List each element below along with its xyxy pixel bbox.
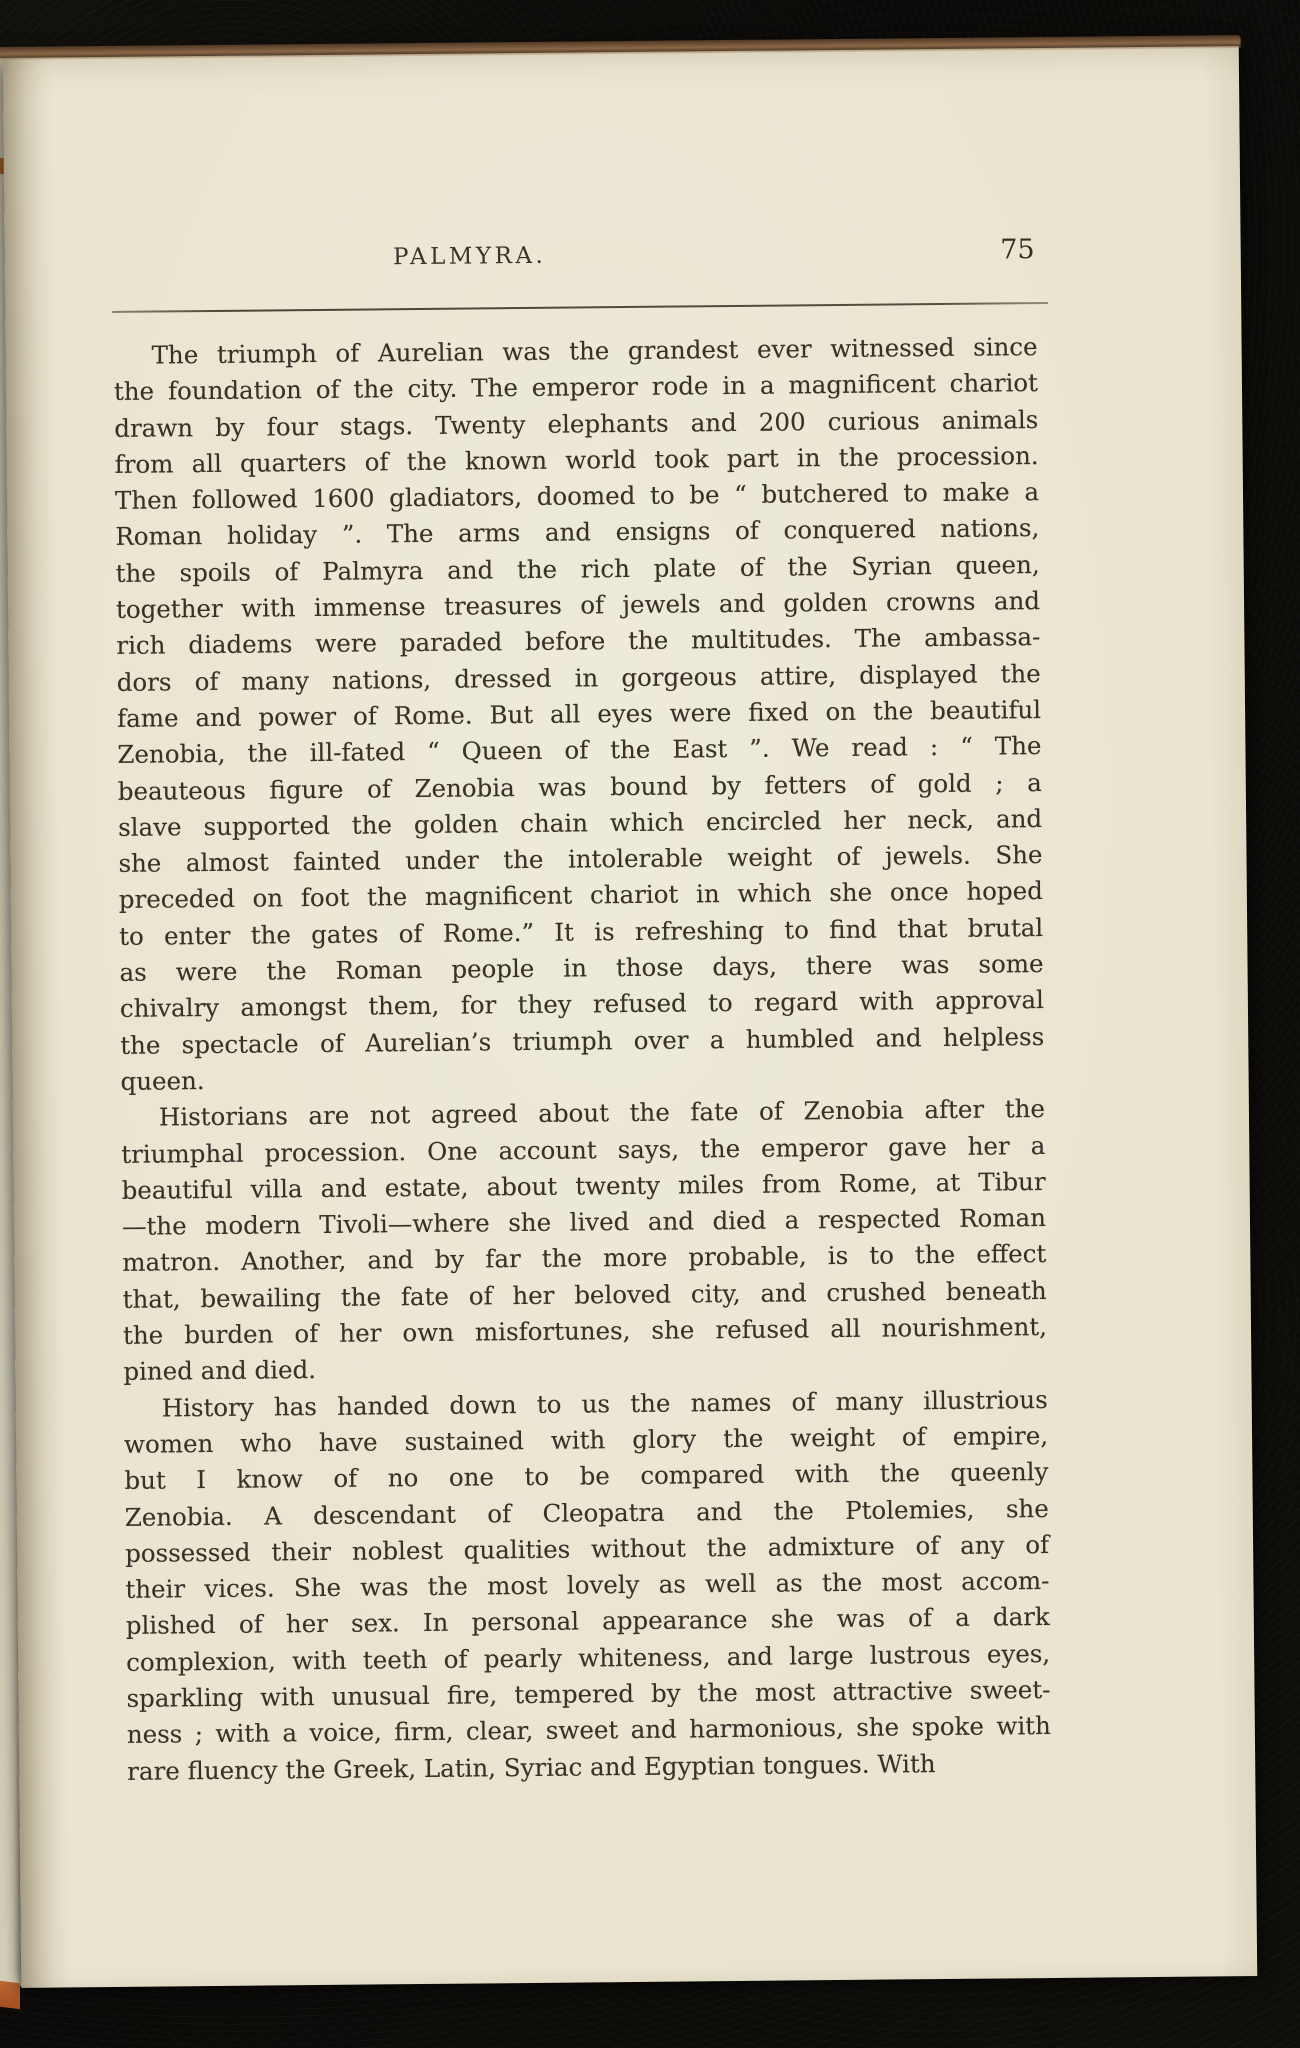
text-line: that, bewailing the fate of her beloved city, and crushed beneath	[122, 1275, 1047, 1314]
text-line: Zenobia, the ill-fated “ Queen of the East ”. We read : “ The	[117, 731, 1042, 770]
text-line: from all quarters of the known world took part in the procession.	[114, 440, 1039, 479]
text-line: pined and died.	[123, 1355, 317, 1387]
text-line: sparkling with unusual fire, tempered by the most attractive sweet-	[126, 1674, 1051, 1713]
text-line: as were the Roman people in those days, there was some	[119, 949, 1044, 987]
page-number: 75	[1000, 234, 1035, 266]
text-line: queen.	[120, 1066, 205, 1096]
text-line: to enter the gates of Rome.” It is refreshing to find that brutal	[119, 912, 1044, 951]
running-header-title: PALMYRA.	[392, 242, 547, 271]
text-line: preceded on foot the magnificent chariot in which she once hoped	[118, 876, 1043, 915]
book-page	[3, 46, 1257, 1988]
text-line: plished of her sex. In personal appearance she was of a dark	[125, 1602, 1050, 1641]
text-line: drawn by four stags. Twenty elephants and 200 curious animals	[114, 404, 1039, 443]
text-block	[113, 329, 1051, 1790]
paragraph	[113, 329, 1044, 1100]
paragraph	[124, 1382, 1052, 1790]
text-line: triumphal procession. One account says, the emperor gave her a	[121, 1130, 1046, 1169]
text-line: possessed their noblest qualities without the admixture of any of	[124, 1529, 1050, 1568]
text-line: women who have sustained with glory the weight of empire,	[123, 1420, 1049, 1459]
text-line: the foundation of the city. The emperor rode in a magnificent chariot	[113, 368, 1039, 407]
text-line: she almost fainted under the intolerable weight of jewels. She	[118, 840, 1043, 879]
text-line: the spectacle of Aurelian’s triumph over a humbled and helpless	[120, 1021, 1045, 1060]
text-line: beautiful villa and estate, about twenty miles from Rome, at Tibur	[121, 1166, 1046, 1205]
text-line: Historians are not agreed about the fate of Zenobia after the	[158, 1094, 1046, 1132]
text-line: their vices. She was the most lovely as well as the most accom-	[125, 1566, 1050, 1604]
text-line: the spoils of Palmyra and the rich plate of the Syrian queen,	[115, 549, 1040, 588]
header-rule	[112, 302, 1048, 313]
text-line: The triumph of Aurelian was the grandest ever witnessed since	[151, 332, 1038, 370]
text-line: matron. Another, and by far the more probable, is to the effect	[122, 1239, 1047, 1278]
text-line: —the modern Tivoli—where she lived and died a respected Roman	[121, 1203, 1047, 1242]
text-line: but I know of no one to be compared with the queenly	[124, 1457, 1049, 1496]
text-line: Zenobia. A descendant of Cleopatra and the Ptolemies, she	[124, 1493, 1049, 1532]
text-line: complexion, with teeth of pearly whiteness, and large lustrous eyes,	[126, 1638, 1051, 1677]
text-line: beauteous figure of Zenobia was bound by fetters of gold ; a	[117, 767, 1042, 806]
fore-edge-sliver	[0, 1981, 20, 2009]
text-line: Roman holiday ”. The arms and ensigns of conquered nations,	[115, 513, 1040, 552]
text-line: History has handed down to us the names of many illustrious	[161, 1384, 1048, 1423]
text-line: Then followed 1600 gladiators, doomed to be “ butchered to make a	[114, 477, 1040, 516]
text-line: ness ; with a voice, firm, clear, sweet and harmonious, she spoke with	[126, 1711, 1051, 1750]
text-line: rare fluency the Greek, Latin, Syriac and Egyptian tongues. With	[127, 1748, 936, 1786]
text-line: the burden of her own misfortunes, she refused all nourishment,	[122, 1312, 1048, 1350]
text-line: chivalry amongst them, for they refused to regard with approval	[119, 985, 1044, 1024]
text-line: slave supported the golden chain which encircled her neck, and	[118, 803, 1043, 842]
text-line: rich diadems were paraded before the multitudes. The ambassa-	[116, 622, 1041, 661]
text-line: dors of many nations, dressed in gorgeous attire, displayed the	[116, 658, 1041, 697]
text-line: together with immense treasures of jewels and golden crowns and	[115, 586, 1041, 624]
text-line: fame and power of Rome. But all eyes were fixed on the beautiful	[116, 695, 1042, 733]
paragraph	[121, 1091, 1048, 1390]
